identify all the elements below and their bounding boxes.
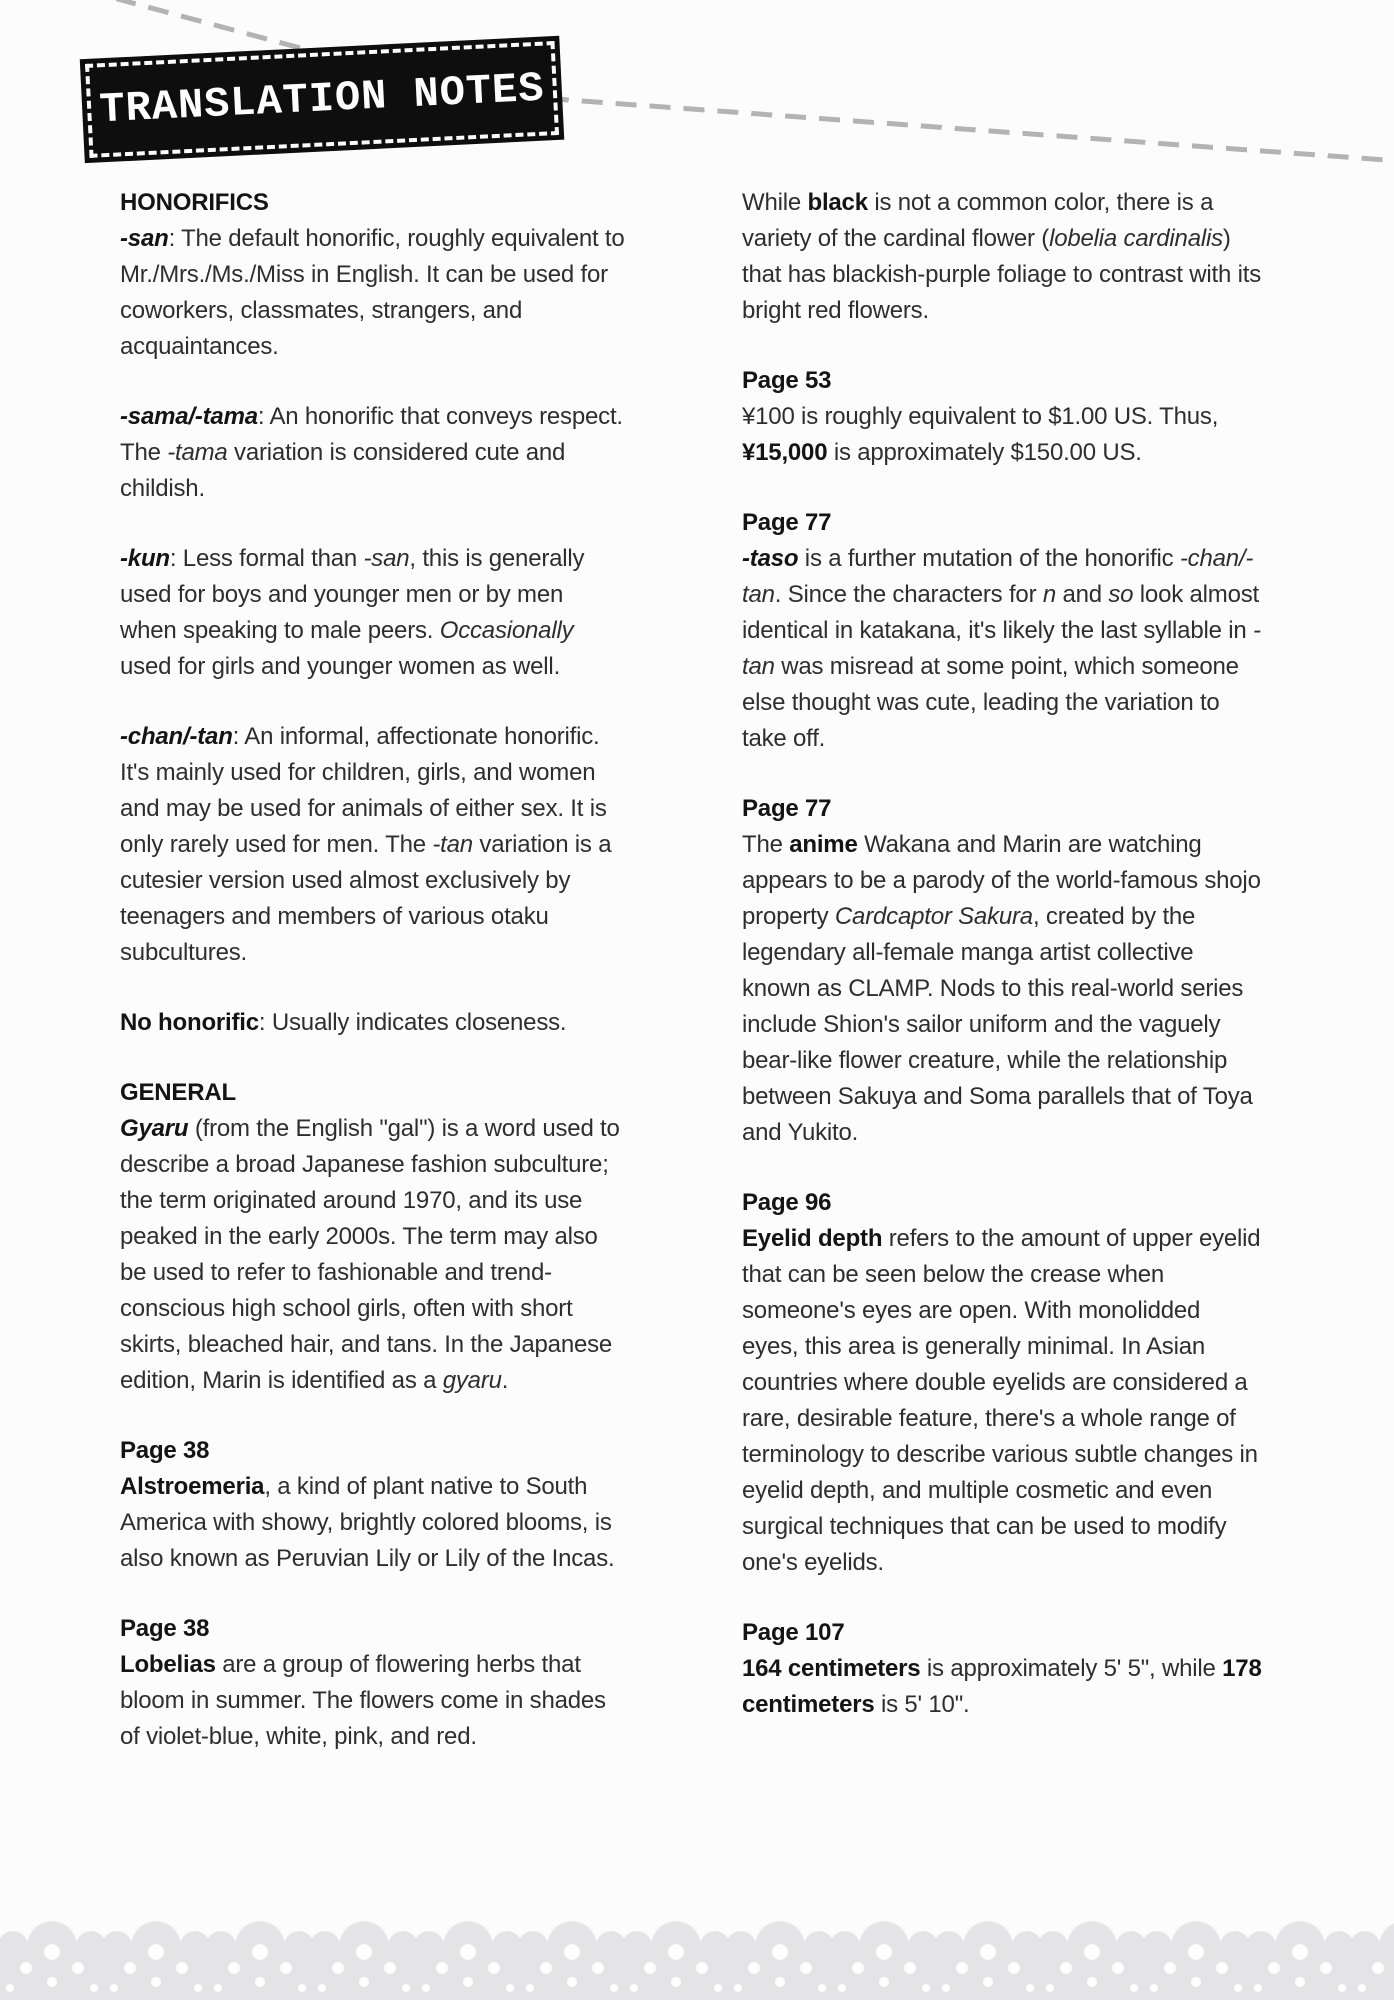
text-run: Wakana and Marin are watching appears to be a parody of the world-famous shojo property: [742, 831, 1261, 930]
text-run: is a further mutation of the honorific: [798, 545, 1180, 572]
section-heading: Page 38: [120, 1615, 210, 1642]
text-run: so: [1108, 581, 1134, 608]
section-heading: GENERAL: [120, 1079, 236, 1106]
text-run: -chan/-tan: [120, 723, 233, 750]
text-run: is 5' 10".: [874, 1691, 970, 1718]
text-run: . Since the characters for: [774, 581, 1043, 608]
note-paragraph: [120, 1647, 625, 1755]
text-run: -taso: [742, 545, 799, 572]
text-run: : The default honorific, roughly equivalent to Mr./Mrs./Ms./Miss in English. It can be used for coworkers, classmates, strangers, and acquaintances.: [120, 225, 625, 360]
text-run: -tan: [432, 831, 473, 858]
text-run: variation is a cutesier version used almost exclusively by teenagers and members of various otaku subcultures.: [120, 831, 612, 966]
text-run: ¥15,000: [742, 439, 828, 466]
dashed-stitch-line-top-right: [548, 96, 1394, 164]
text-run: 178 centimeters: [742, 1655, 1262, 1718]
section-heading: Page 53: [742, 367, 832, 394]
text-run: is not a common color, there is a variety of the cardinal flower (: [742, 189, 1214, 252]
text-run: black: [807, 189, 868, 216]
notes-column-right: [742, 185, 1262, 1757]
text-run: look almost identical in katakana, it's likely the last syllable in: [742, 581, 1259, 644]
text-run: : An honorific that conveys respect. The: [120, 403, 623, 466]
text-run: Lobelias: [120, 1651, 216, 1678]
text-run: ) that has blackish-purple foliage to contrast with its bright red flowers.: [742, 225, 1262, 324]
note-paragraph: [120, 1005, 625, 1041]
text-run: -tama: [167, 439, 228, 466]
page-title: TRANSLATION NOTES: [98, 64, 546, 135]
text-run: is approximately 5' 5", while: [920, 1655, 1223, 1682]
text-run: -san: [120, 225, 169, 252]
text-run: anime: [789, 831, 858, 858]
text-run: Eyelid depth: [742, 1225, 883, 1252]
text-run: 164 centimeters: [742, 1655, 921, 1682]
note-paragraph: [742, 1651, 1262, 1723]
dashed-stitch-line-top-left: [115, 0, 340, 61]
banner: [85, 41, 559, 158]
text-run: Cardcaptor Sakura: [834, 903, 1033, 930]
text-run: n: [1042, 581, 1056, 608]
note-paragraph: [120, 719, 625, 971]
section-heading: Page 77: [742, 795, 832, 822]
lace-border: [0, 1900, 1394, 2000]
text-run: Gyaru: [120, 1115, 189, 1142]
text-run: was misread at some point, which someone else thought was cute, leading the variation to take off.: [742, 653, 1239, 752]
section-heading: Page 107: [742, 1619, 845, 1646]
text-run: , created by the legendary all-female manga artist collective known as CLAMP. Nods to this real-world series include Shion's sailor uniform and the vaguely bear-like flower creature, while the relationship between Sakuya and Soma parallels that of Toya and Yukito.: [742, 903, 1253, 1146]
section-heading: Page 96: [742, 1189, 832, 1216]
text-run: -chan/-tan: [742, 545, 1254, 608]
note-paragraph: [120, 1469, 625, 1577]
text-run: , this is generally used for boys and younger men or by men when speaking to male peers.: [120, 545, 585, 644]
text-run: -sama/-tama: [120, 403, 258, 430]
text-run: The: [742, 831, 790, 858]
text-run: variation is considered cute and childish.: [120, 439, 566, 502]
text-run: gyaru: [442, 1367, 502, 1394]
note-paragraph: [742, 399, 1262, 471]
text-run: are a group of flowering herbs that bloom in summer. The flowers come in shades of violet-blue, white, pink, and red.: [120, 1651, 606, 1750]
text-run: : An informal, affectionate honorific. It's mainly used for children, girls, and women and may be used for animals of either sex. It is only rarely used for men. The: [120, 723, 607, 858]
text-run: .: [501, 1367, 509, 1394]
text-run: : Less formal than: [169, 545, 364, 572]
text-run: : Usually indicates closeness.: [258, 1009, 567, 1036]
text-run: , a kind of plant native to South America with showy, brightly colored blooms, is also known as Peruvian Lily or Lily of the Incas.: [120, 1473, 615, 1572]
text-run: is approximately $150.00 US.: [827, 439, 1142, 466]
section-heading: Page 38: [120, 1437, 210, 1464]
text-run: refers to the amount of upper eyelid that can be seen below the crease when someone's eyes are open. With monolidded eyes, this area is generally minimal. In Asian countries where double eyelids are considered a rare, desirable feature, there's a whole range of terminology to describe various subtle changes in eyelid depth, and multiple cosmetic and even surgical techniques that can be used to modify one's eyelids.: [742, 1225, 1261, 1576]
note-paragraph: [120, 541, 625, 685]
text-run: used for girls and younger women as well.: [120, 653, 561, 680]
text-run: ¥100 is roughly equivalent to $1.00 US. Thus,: [742, 403, 1219, 430]
note-paragraph: [742, 1221, 1262, 1581]
notes-column-left: [120, 185, 625, 1789]
note-paragraph: [120, 1111, 625, 1399]
text-run: -san: [363, 545, 410, 572]
text-run: (from the English "gal") is a word used to describe a broad Japanese fashion subculture; the term originated around 1970, and its use peaked in the early 2000s. The term may also be used to refer to fashionable and trend-conscious high school girls, often with short skirts, bleached hair, and tans. In the Japanese edition, Marin is identified as a: [120, 1115, 620, 1394]
note-paragraph: [742, 185, 1262, 329]
text-run: Alstroemeria: [120, 1473, 265, 1500]
note-paragraph: [120, 399, 625, 507]
text-run: -kun: [120, 545, 170, 572]
section-heading: Page 77: [742, 509, 832, 536]
text-run: No honorific: [120, 1009, 259, 1036]
text-run: -tan: [742, 617, 1261, 680]
text-run: and: [1055, 581, 1109, 608]
note-paragraph: [120, 221, 625, 365]
text-run: Occasionally: [439, 617, 574, 644]
text-run: lobelia cardinalis: [1049, 225, 1223, 252]
note-paragraph: [742, 541, 1262, 757]
text-run: While: [742, 189, 808, 216]
note-paragraph: [742, 827, 1262, 1151]
section-heading: HONORIFICS: [120, 189, 269, 216]
